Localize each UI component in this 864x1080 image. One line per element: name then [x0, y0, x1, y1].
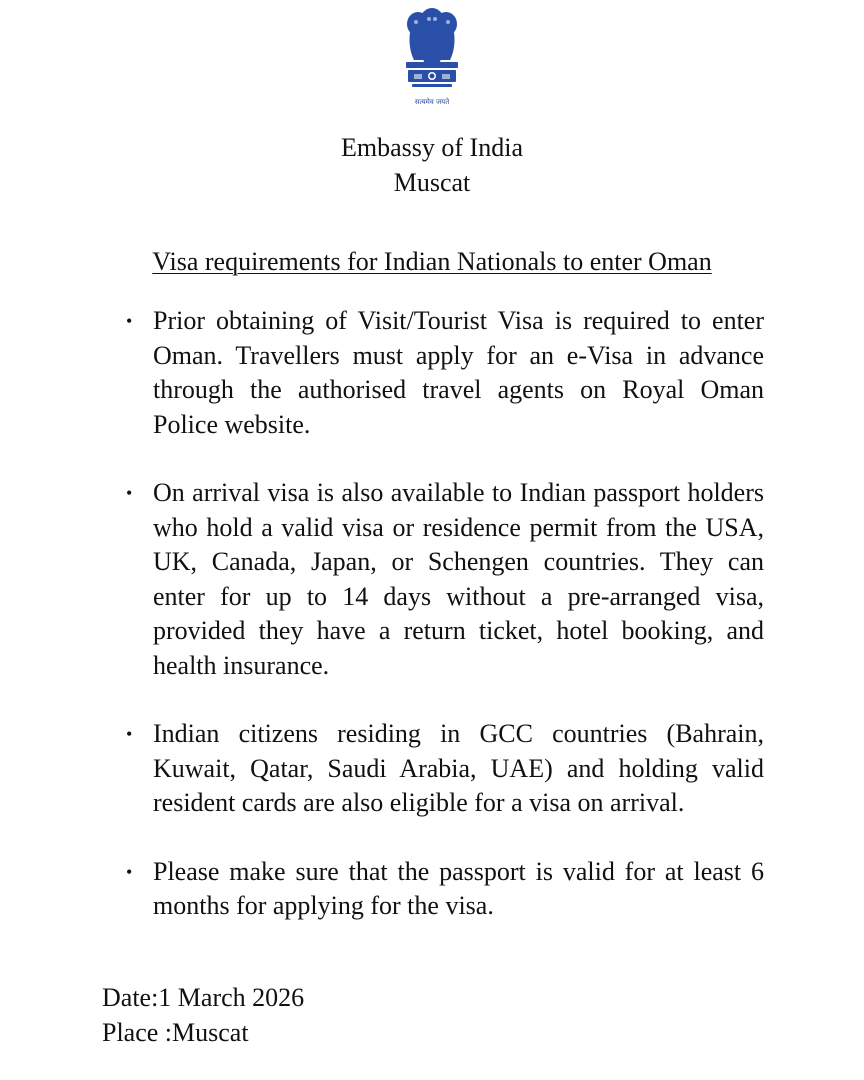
document-footer [102, 980, 304, 1050]
letterhead [0, 130, 864, 200]
issue-place: Place :Muscat [102, 1018, 249, 1047]
issue-date: Date:1 March 2026 [102, 983, 305, 1012]
embassy-name: Embassy of India [341, 133, 523, 162]
list-item: • Prior obtaining of Visit/Tourist Visa is required to enter Oman. Travellers must apply for an e-Visa in advance through the authorised travel agents on Royal Oman Police website. [153, 304, 764, 442]
document-title: Visa requirements for Indian Nationals to enter Oman [152, 247, 712, 276]
national-emblem-icon [398, 8, 466, 108]
list-item: • Please make sure that the passport is valid for at least 6 months for applying for the visa. [153, 855, 764, 924]
embassy-city: Muscat [393, 168, 471, 197]
list-item: • On arrival visa is also available to Indian passport holders who hold a valid visa or residence permit from the USA, UK, Canada, Japan, or Schengen countries. They can enter for up to 14 days without a pre-arranged visa, provided they have a return ticket, hotel booking, and health insurance. [153, 476, 764, 683]
requirements-list [153, 304, 764, 958]
list-item: • Indian citizens residing in GCC countries (Bahrain, Kuwait, Qatar, Saudi Arabia, UAE) and holding valid resident cards are also eligible for a visa on arrival. [153, 717, 764, 821]
emblem-motto: सत्यमेव जयते [414, 98, 450, 106]
